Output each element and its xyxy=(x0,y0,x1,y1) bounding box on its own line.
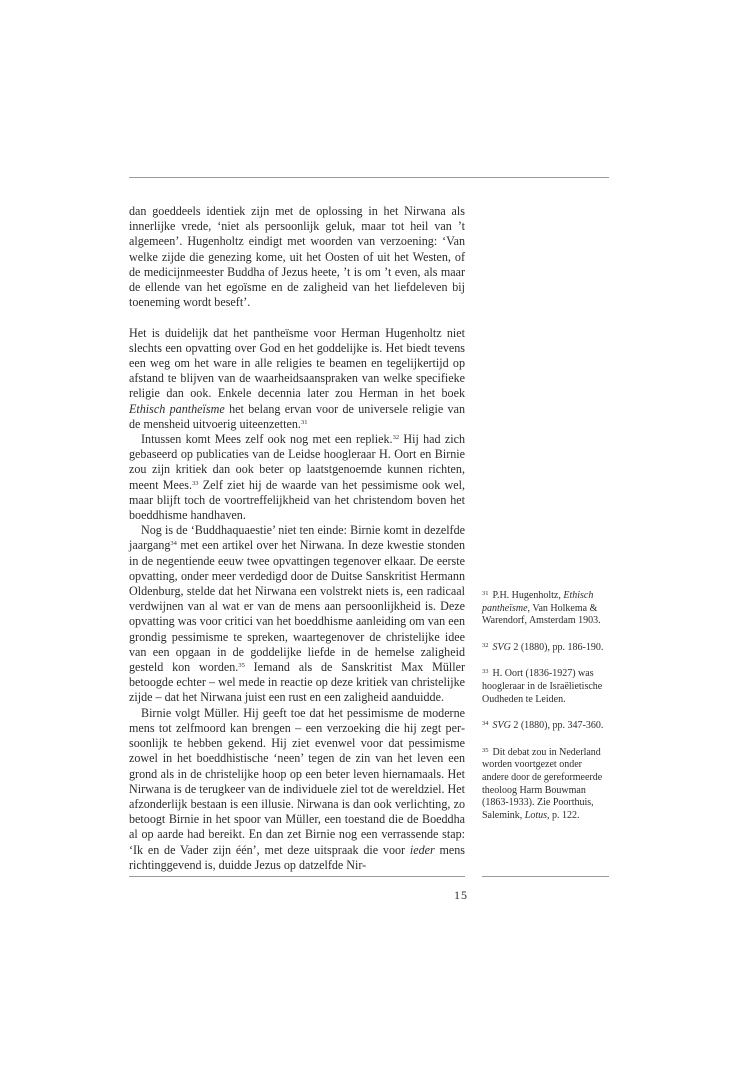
bottom-rule-main xyxy=(129,876,465,877)
text-run: , p. 122. xyxy=(547,809,580,821)
text-run: Nog is de ‘Buddhaquaestie’ niet ten einde: Birnie komt in dezelfde jaargang xyxy=(129,523,465,553)
text-run: dan goeddeels identiek zijn met de oplossing in het Nirwana als innerlijke vrede, ‘niet als persoonlijk geluk, maar tot heil van ’t algemeen’. Hugenholtz eindigt met woorden van verzoening: ‘Van welke zijde die genezing kome, uit het Oosten of uit het Westen, of de medicijnmeester Buddha of Jezus heete, ’t is om ’t even, als maar de ellende van het egoïsme en de zaligheid van het liefdeleven bij toeneming wordt beseft’. xyxy=(129,204,465,310)
footnote-number: 35 xyxy=(482,746,489,754)
bottom-rule-notes xyxy=(482,876,609,877)
footnote-number: 34 xyxy=(482,720,489,728)
footnote-32 xyxy=(482,640,608,655)
italic-text: ieder xyxy=(409,842,435,857)
footnotes-column xyxy=(482,588,608,834)
text-run: Zelf ziet hij de waarde van het pessimisme ook wel, maar blijft toch de voortreffelijkheid van het christendom boven het boeddhisme handhaven. xyxy=(129,477,465,523)
italic-text: Ethisch pantheïsme xyxy=(482,590,594,614)
italic-text: SVG xyxy=(492,641,511,653)
paragraph xyxy=(129,432,465,523)
text-run: Intussen komt Mees zelf ook nog met een repliek. xyxy=(141,432,393,447)
text-run: 2 (1880), pp. 347-360. xyxy=(510,720,604,732)
footnote-ref: 32 xyxy=(392,434,400,442)
footnote-number: 31 xyxy=(482,590,489,597)
text-run: 2 (1880), pp. 186-190. xyxy=(510,641,604,653)
text-run: H. Oort (1836-1927) was hoogleraar in de Israëlietische Oudheden te Leiden. xyxy=(482,668,603,705)
footnote-35 xyxy=(482,745,608,823)
footnote-ref: 35 xyxy=(238,662,245,670)
main-text-column xyxy=(129,204,465,873)
footnote-number: 33 xyxy=(482,668,489,676)
footnote-ref: 33 xyxy=(192,479,199,487)
paragraph xyxy=(129,204,465,310)
text-run: Birnie volgt Müller. Hij geeft toe dat het pessimisme de moderne mens tot zelfmoord kan brengen – een verzoeking die hij zegt persoonlijk te hebben gekend. Hij ziet evenwel voor dat pessimisme zowel in het boeddhistische ‘neen’ tegen de zin van het leven een grond als in de christelijke hoop op een beter leven hiernamaals. Het Nirwana is de terugkeer van de individuele ziel tot de wereldziel. Het afzonderlijk bestaan is een illusie. Nirwana is dan ook verlichting, zo betoogt Birnie in het spoor van Müller, een toestand die de Boeddha al op aarde had bereikt. En dan zet Birnie nog een verrassende stap: ‘Ik en de Vader zijn één’, met deze uitspraak die voor xyxy=(129,705,465,857)
footnote-ref: 31 xyxy=(300,418,308,426)
italic-text: Lotus xyxy=(524,809,548,821)
text-run: mens richtinggevend is, duidde Jezus op datzelfde Nir- xyxy=(129,842,465,872)
text-run: Iemand als de Sanskritist Max Müller betoogde echter – wel mede in reactie op deze kritiek van christelijke zijde – dat het Nirwana juist een rust en een zaligheid aanduidde. xyxy=(129,660,465,705)
paragraph xyxy=(129,706,465,873)
italic-text: Ethisch pantheïsme xyxy=(129,401,225,416)
footnote-34 xyxy=(482,718,608,733)
paragraph xyxy=(129,523,465,705)
italic-text: SVG xyxy=(492,720,511,732)
text-run: P.H. Hugenholtz, xyxy=(492,590,564,601)
page-number: 15 xyxy=(454,888,468,902)
footnote-ref: 34 xyxy=(170,540,177,548)
paragraph xyxy=(129,326,465,432)
footnote-31 xyxy=(482,588,608,628)
text-run: Hij had zich gebaseerd op publicaties van de Leidse hoogleraar H. Oort en Birnie zou zijn kritiek dan ook beter op laatstgenoemde kunnen richten, meent Mees. xyxy=(129,432,465,492)
footnote-number: 32 xyxy=(482,641,489,649)
text-run: Het is duidelijk dat het pantheïsme voor Herman Hugenholtz niet slechts een opvatting over God en het goddelijke is. Het biedt tevens een weg om het ware in alle religies te beamen en tegelijkertijd op afstand te blijven van de waarheidsaanspraken van welke specifieke religie dan ook. Enkele decennia later zou Herman in het boek xyxy=(129,325,465,401)
text-run: het belang ervan voor de universele religie van de mensheid uitvoerig uiteenzetten. xyxy=(129,401,466,431)
footnote-33 xyxy=(482,666,608,706)
text-run: Dit debat zou in Nederland worden voortgezet onder andere door de gereformeerde theoloog Harm Bouwman (1863-1933). Zie Poorthuis, Salemink, xyxy=(482,746,603,821)
top-rule xyxy=(129,177,609,178)
text-run: met een artikel over het Nirwana. In deze kwestie stonden in de negentiende eeuw twee opvattingen tegenover elkaar. De eerste opvatting, onder meer verdedigd door de Duitse Sanskritist Hermann Oldenburg, stelde dat het Nirwana een volstrekt niets is, een radicaal verdwijnen van al wat er van de mens aan persoonlijkheid is. Deze opvatting was voor critici van het boeddhisme aanleiding om van een grondig pessimisme te spreken, waartegenover de christelijke idee van een opgaan in de goddelijke liefde in de hemelse zaligheid gesteld kon worden. xyxy=(129,538,465,675)
text-run: , Van Holkema & Warendorf, Amsterdam 1903. xyxy=(482,602,601,627)
